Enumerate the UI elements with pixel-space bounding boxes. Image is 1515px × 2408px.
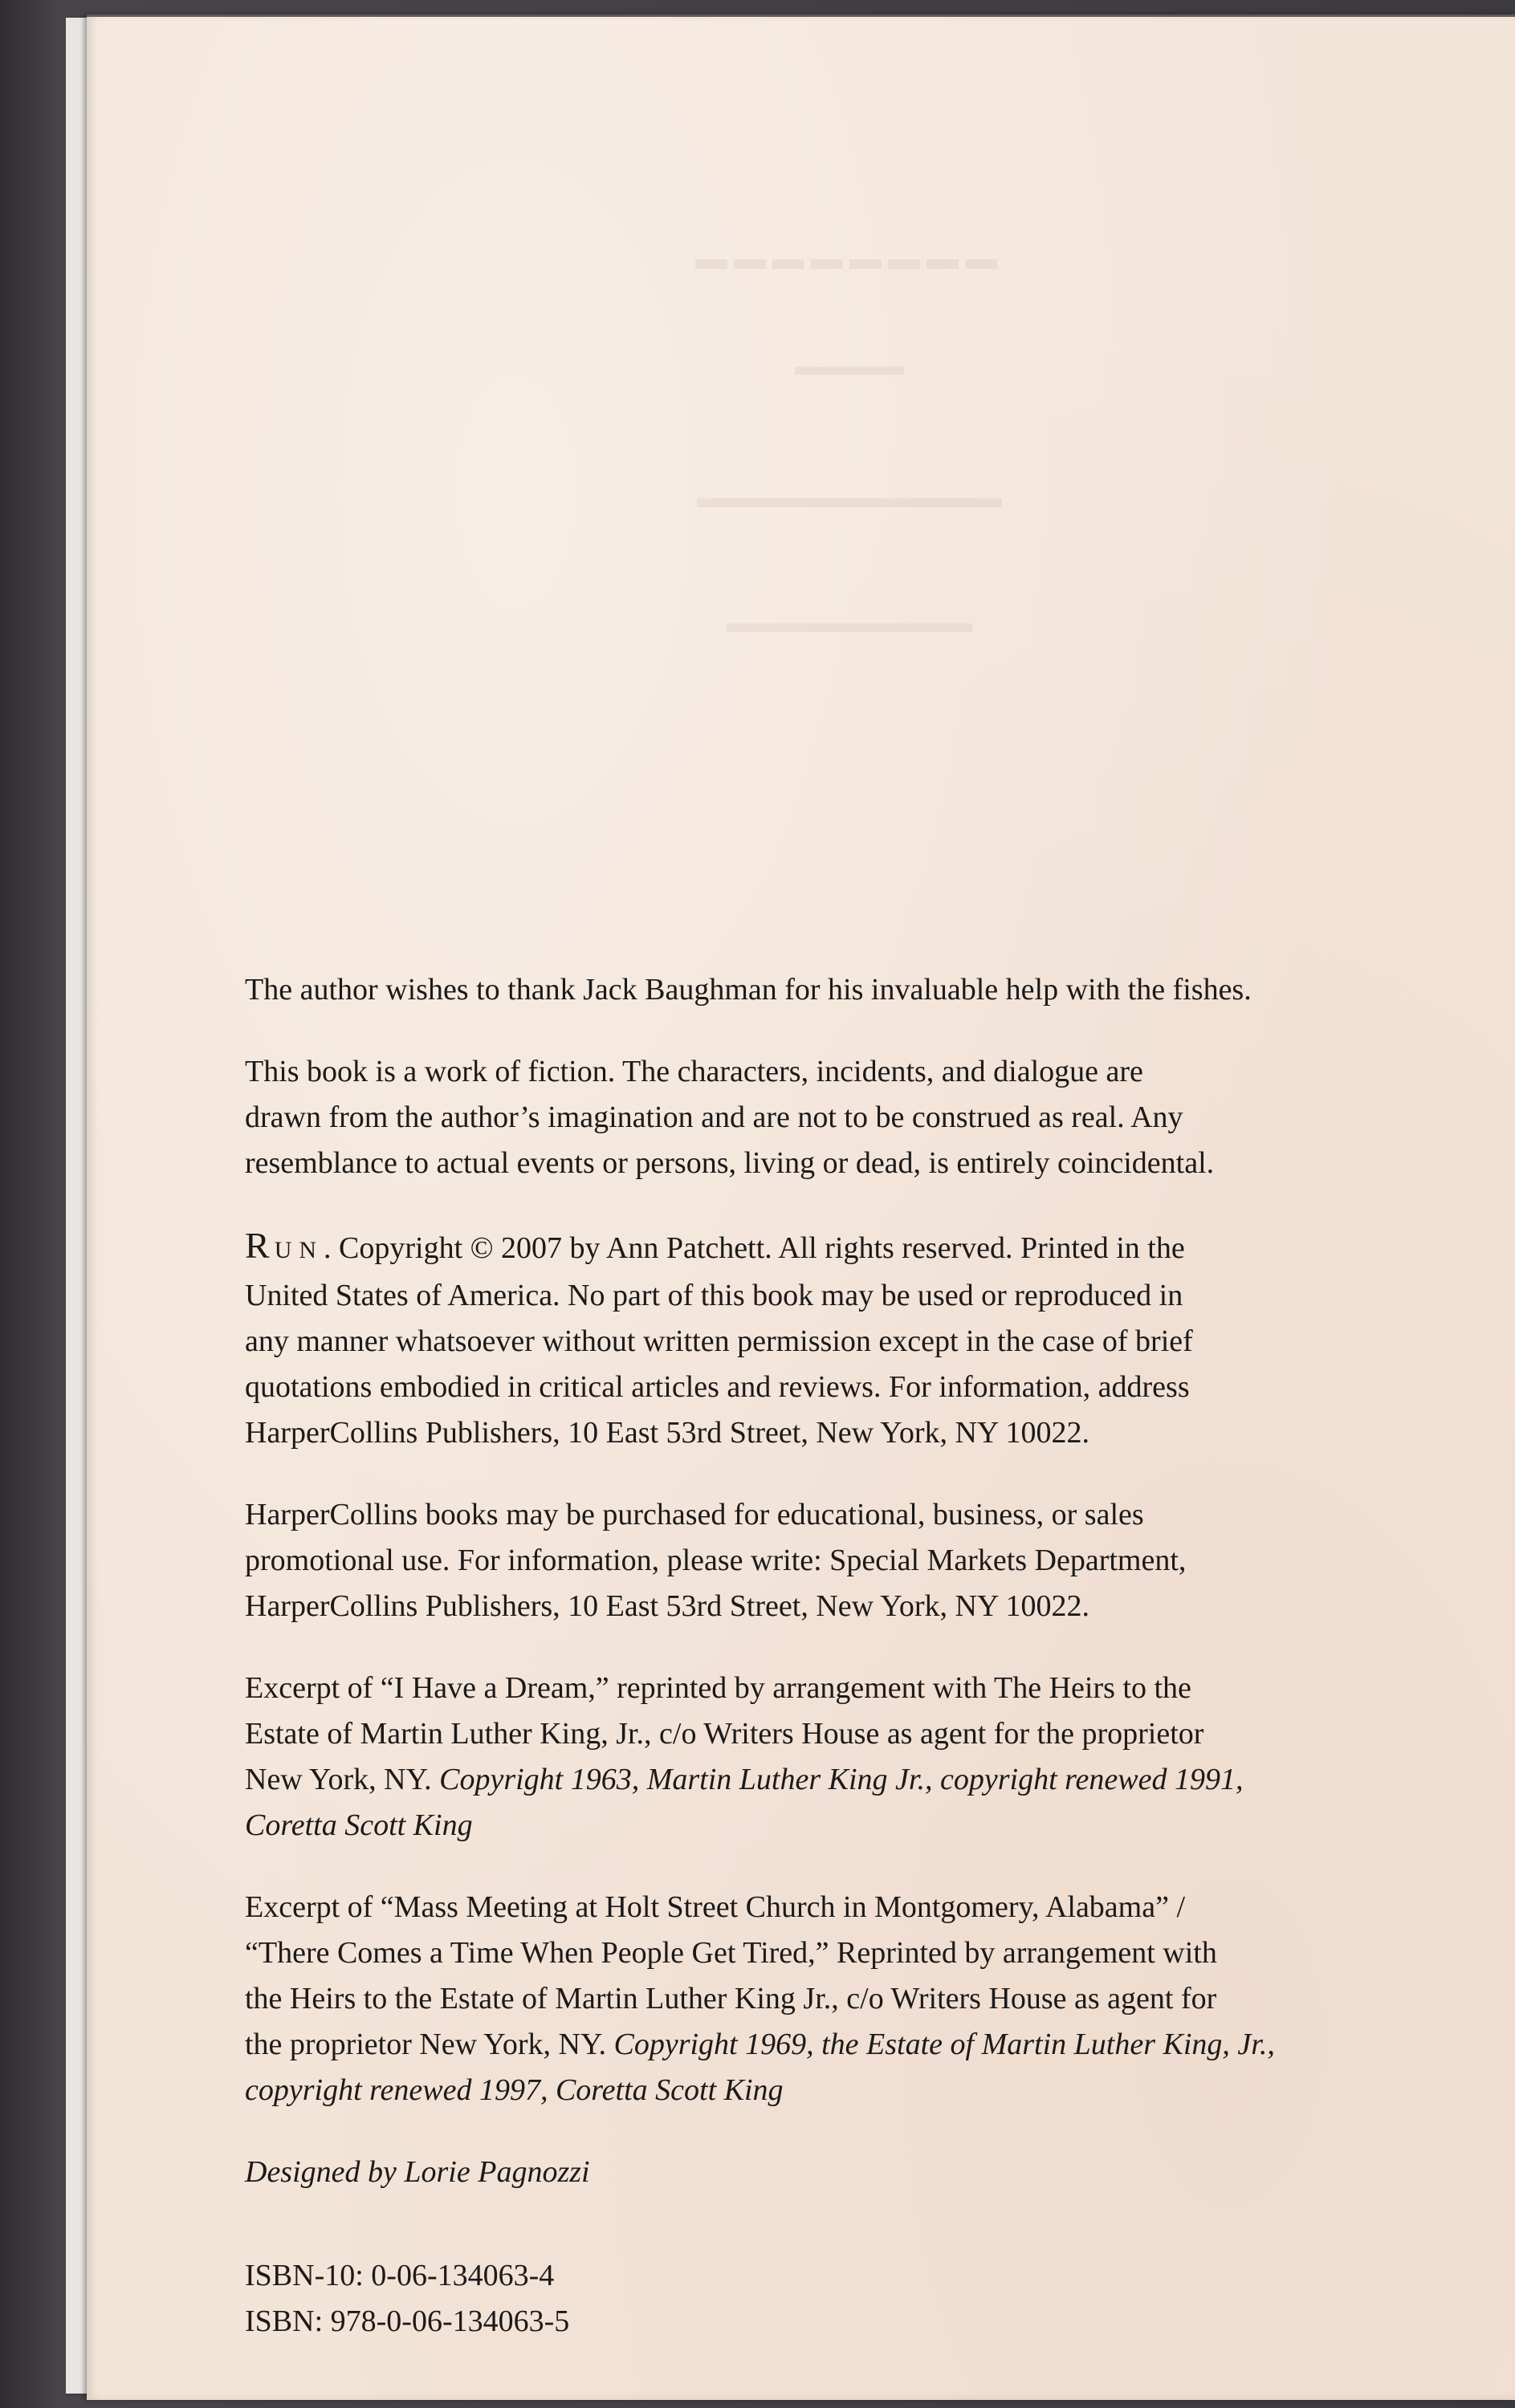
page-top-border xyxy=(87,14,1515,17)
text-line: Excerpt of “Mass Meeting at Holt Street Church in Montgomery, Alabama” / xyxy=(245,1890,1186,1924)
copyright-notice: . Copyright © 2007 by Ann Patchett. All rights reserved. Printed in the xyxy=(324,1231,1185,1265)
bleed-through-shape: ▬▬▬▬▬▬▬▬▬▬ xyxy=(697,481,1002,515)
bleed-through-shape: ▬▬▬▬▬▬▬▬ xyxy=(695,240,1004,276)
copyright-credit: Copyright 1963, Martin Luther King Jr., copyright renewed 1991, xyxy=(439,1763,1244,1796)
text-line: drawn from the author’s imagination and are not to be construed as real. Any xyxy=(245,1100,1183,1134)
copyright-paragraph xyxy=(245,1222,1497,1456)
excerpt-permission-1 xyxy=(245,1666,1497,1849)
text-line: United States of America. No part of this book may be used or reproduced in xyxy=(245,1279,1183,1312)
text-line: Estate of Martin Luther King, Jr., c/o Writers House as agent for the proprietor xyxy=(245,1717,1204,1751)
isbn-10: ISBN-10: 0-06-134063-4 xyxy=(245,2259,555,2292)
text-line xyxy=(245,1757,1497,1803)
text-line: copyright renewed 1997, Coretta Scott King xyxy=(245,2073,784,2107)
text-line: the Heirs to the Estate of Martin Luther King Jr., c/o Writers House as agent for xyxy=(245,1982,1217,2015)
text-line: Coretta Scott King xyxy=(245,1808,473,1842)
text-line: quotations embodied in critical articles and reviews. For information, address xyxy=(245,1370,1190,1404)
text-line: any manner whatsoever without written permission except in the case of brief xyxy=(245,1324,1193,1358)
acknowledgment-paragraph xyxy=(245,967,1497,1013)
isbn-block xyxy=(245,2253,1497,2345)
text-line: HarperCollins Publishers, 10 East 53rd Street, New York, NY 10022. xyxy=(245,1416,1089,1450)
bleed-through-shape: ▬▬▬▬▬▬▬▬▬ xyxy=(727,608,972,638)
fiction-notice-paragraph xyxy=(245,1049,1497,1186)
book-title-initial: R xyxy=(245,1225,275,1266)
text-line: promotional use. For information, please write: Special Markets Department, xyxy=(245,1544,1187,1577)
excerpt-permission-2 xyxy=(245,1885,1497,2113)
designer-credit: Designed by Lorie Pagnozzi xyxy=(245,2155,590,2189)
isbn-13: ISBN: 978-0-06-134063-5 xyxy=(245,2304,570,2338)
text-line: This book is a work of fiction. The characters, incidents, and dialogue are xyxy=(245,1055,1143,1088)
text-line: HarperCollins Publishers, 10 East 53rd Street, New York, NY 10022. xyxy=(245,1589,1089,1623)
text-run: New York, NY. xyxy=(245,1763,440,1796)
text-line: The author wishes to thank Jack Baughman for his invaluable help with the fishes. xyxy=(245,973,1252,1007)
text-line xyxy=(245,2022,1497,2068)
text-line: Excerpt of “I Have a Dream,” reprinted by arrangement with The Heirs to the xyxy=(245,1671,1191,1705)
book-title-rest: UN xyxy=(274,1237,324,1263)
text-line: HarperCollins books may be purchased for educational, business, or sales xyxy=(245,1498,1144,1531)
text-line: “There Comes a Time When People Get Tired,” Reprinted by arrangement with xyxy=(245,1936,1217,1970)
text-line: resemblance to actual events or persons, living or dead, is entirely coincidental. xyxy=(245,1146,1215,1180)
special-sales-paragraph xyxy=(245,1492,1497,1629)
text-run: the proprietor New York, NY. xyxy=(245,2028,614,2061)
designer-credit-paragraph xyxy=(245,2150,1497,2195)
bleed-through-shape: ▬▬▬▬ xyxy=(795,352,904,381)
text-line xyxy=(245,1222,1497,1273)
copyright-text-block xyxy=(245,967,1497,2381)
copyright-credit: Copyright 1969, the Estate of Martin Luther King, Jr., xyxy=(613,2028,1275,2061)
